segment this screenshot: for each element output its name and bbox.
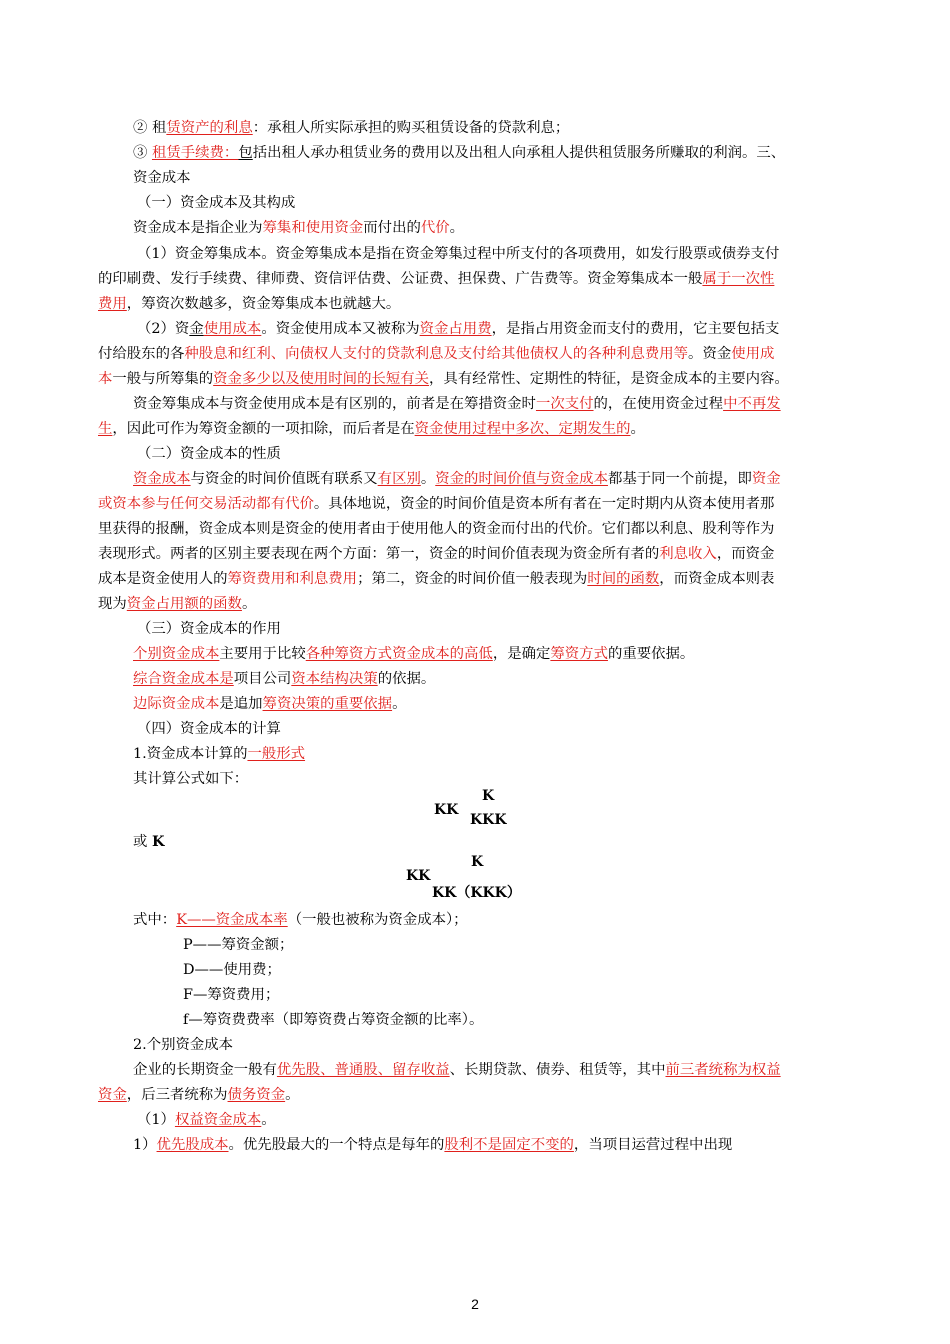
text-span: ，具有经常性、定期性的特征，是资金成本的主要内容。 xyxy=(429,371,789,387)
highlighted-text: 代价 xyxy=(420,220,450,236)
highlighted-text: 各种筹资方式资金成本的高低 xyxy=(305,646,493,662)
text-span: （2）资 xyxy=(137,321,190,337)
highlighted-text: 中不再发 xyxy=(723,396,781,412)
text-span: 。优先股最大的一个特点是每年的 xyxy=(228,1137,445,1153)
text-span: 的，在使用资金过程 xyxy=(593,396,724,412)
text-span: ② 租 xyxy=(133,120,167,136)
text-span: 或 xyxy=(133,834,152,850)
text-span: 金 xyxy=(189,321,204,337)
text-line xyxy=(98,369,789,389)
text-line xyxy=(183,935,293,955)
text-span: （一）资金成本及其构成 xyxy=(137,195,296,211)
highlighted-text: 生 xyxy=(98,421,113,437)
text-span: ，而资金成本则表 xyxy=(659,571,775,587)
text-span: 现为 xyxy=(98,596,127,612)
text-span: 与资金的时间价值既有联系又 xyxy=(190,471,378,487)
highlighted-text: 资金的时间价值与资金成本 xyxy=(435,471,608,487)
text-span: f—筹资费费率（即筹资费占筹资金额的比率）。 xyxy=(183,1012,484,1028)
highlighted-text: 使用成 xyxy=(731,346,775,362)
text-span: 是追加 xyxy=(219,696,263,712)
text-line xyxy=(183,1010,483,1030)
highlighted-text: 时间的函数 xyxy=(587,571,660,587)
text-span: ；第二，资金的时间价值一般表现为 xyxy=(357,571,588,587)
text-span: 。 xyxy=(241,596,257,612)
text-span: （1） xyxy=(137,1112,175,1128)
text-span: 1.资金成本计算的 xyxy=(133,746,248,762)
highlighted-text: 租赁手续费： xyxy=(151,145,239,161)
text-line xyxy=(137,244,779,264)
text-span: 式中： xyxy=(133,912,177,928)
text-line xyxy=(98,1085,300,1105)
highlighted-text: 综合资金成本是 xyxy=(133,671,234,687)
text-span: 。 xyxy=(449,220,465,236)
text-span: 项目公司 xyxy=(233,671,292,687)
highlighted-text: 筹资方式 xyxy=(550,646,608,662)
text-span: 括出租人承办租赁业务的费用以及出租人向承租人提供租赁服务所赚取的利润。三、 xyxy=(252,145,786,161)
highlighted-text: 一次支付 xyxy=(535,396,594,412)
text-line xyxy=(137,444,281,464)
text-line xyxy=(133,744,305,764)
highlighted-text: 或资本参与任何交易活动都有代价 xyxy=(98,496,314,512)
highlighted-text: 费用 xyxy=(98,296,127,312)
text-span: 其计算公式如下： xyxy=(133,771,249,787)
text-line xyxy=(133,832,164,852)
text-span: 成本是资金使用人的 xyxy=(98,571,228,587)
text-line xyxy=(133,118,569,138)
text-span: 的印刷费、发行手续费、律师费、资信评估费、公证费、担保费、广告费等。资金筹集成本一般 xyxy=(98,271,703,287)
highlighted-text: 赁资产的利息 xyxy=(166,120,253,136)
text-line xyxy=(133,168,191,188)
highlighted-text: K——资金成本率 xyxy=(176,912,288,928)
text-span: 里获得的报酬，资金成本则是资金的使用者由于使用他人的资金而付出的代价。它们都以利息、股利等作为 xyxy=(98,521,775,537)
text-line xyxy=(133,669,435,689)
text-span: 主要用于比较 xyxy=(219,646,306,662)
highlighted-text: 优先股成本 xyxy=(156,1137,229,1153)
text-span: 。 xyxy=(285,1087,300,1103)
text-span: 的依据。 xyxy=(377,671,436,687)
text-span: 的重要依据。 xyxy=(607,646,695,662)
highlighted-text: 边际资金成本 xyxy=(133,696,220,712)
formula-symbol: KKK xyxy=(470,812,507,828)
highlighted-text: 种股息和红利、向债权人支付的贷款利息及支付给其他债权人的各种利息费用等 xyxy=(184,346,689,362)
highlighted-text: 个别资金成本 xyxy=(133,646,220,662)
highlighted-text: 本 xyxy=(98,371,113,387)
text-span: 。 xyxy=(392,696,407,712)
highlighted-text: 利息收入 xyxy=(659,546,717,562)
text-span: ：承租人所实际承担的购买租赁设备的贷款利息； xyxy=(252,120,570,136)
highlighted-text: 一般形式 xyxy=(247,746,306,762)
formula-symbol: KK xyxy=(406,868,431,884)
text-line xyxy=(183,960,281,980)
text-span: （三）资金成本的作用 xyxy=(137,621,281,637)
highlighted-text: 资金使用过程中多次、定期发生的 xyxy=(414,421,631,437)
text-span: 包 xyxy=(238,145,253,161)
highlighted-text: 资金占用费 xyxy=(419,321,492,337)
text-span: ，后三者统称为 xyxy=(126,1087,228,1103)
text-span: 资金成本 xyxy=(133,170,191,186)
highlighted-text: 资金多少以及使用时间的长短有关 xyxy=(213,371,430,387)
text-span: 付给股东的各 xyxy=(98,346,185,362)
text-line xyxy=(133,1135,732,1155)
text-span: （二）资金成本的性质 xyxy=(137,446,281,462)
text-line xyxy=(133,694,406,714)
text-span: ，是指占用资金而支付的费用，它主要包括支 xyxy=(491,321,780,337)
text-span: （一般也被称为资金成本）； xyxy=(287,912,468,928)
text-span: 表现形式。两者的区别主要表现在两个方面：第一，资金的时间价值表现为资金所有者的 xyxy=(98,546,660,562)
text-span: ，是确定 xyxy=(492,646,551,662)
text-span: 2.个别资金成本 xyxy=(133,1037,234,1053)
highlighted-text: 资金 xyxy=(98,1087,127,1103)
text-line xyxy=(133,644,694,664)
formula-symbol: KK xyxy=(434,802,459,818)
formula-symbol: K xyxy=(482,788,495,804)
text-span: 一般与所筹集的 xyxy=(112,371,214,387)
text-line xyxy=(137,319,779,339)
text-line xyxy=(133,1035,233,1055)
text-line xyxy=(133,769,248,789)
highlighted-text: 股利不是固定不变的 xyxy=(444,1137,574,1153)
text-line xyxy=(133,218,464,238)
highlighted-text: 优先股、普通股、留存收益 xyxy=(276,1062,450,1078)
text-span: 、长期贷款、债券、租赁等，其中 xyxy=(449,1062,666,1078)
text-span: K xyxy=(151,833,165,850)
text-span: F—筹资费用； xyxy=(183,987,280,1003)
text-span: ，而资金 xyxy=(716,546,775,562)
text-line xyxy=(137,1110,276,1130)
highlighted-text: 资金 xyxy=(751,471,781,487)
text-line xyxy=(133,910,468,930)
highlighted-text: 属于一次性 xyxy=(702,271,775,287)
text-span: 。 xyxy=(420,471,436,487)
text-line xyxy=(98,269,774,289)
highlighted-text: 筹资费用和利息费用 xyxy=(227,571,358,587)
text-span: 企业的长期资金一般有 xyxy=(133,1062,277,1078)
text-span: ③ xyxy=(133,145,152,161)
text-span: 资金成本是指企业为 xyxy=(133,220,263,236)
highlighted-text: 权益资金成本 xyxy=(174,1112,262,1128)
text-span: 1） xyxy=(133,1137,157,1153)
highlighted-text: 资金占用额的函数 xyxy=(126,596,242,612)
text-span: ，因此可作为筹资金额的一项扣除，而后者是在 xyxy=(112,421,415,437)
text-span: P——筹资金额； xyxy=(183,937,294,953)
text-span: 。资金 xyxy=(688,346,732,362)
highlighted-text: 前三者统称为权益 xyxy=(665,1062,781,1078)
highlighted-text: 筹集和使用资金 xyxy=(262,220,364,236)
highlighted-text: 资本结构决策 xyxy=(291,671,378,687)
text-span: ，当项目运营过程中出现 xyxy=(573,1137,733,1153)
highlighted-text: 资金成本 xyxy=(133,471,191,487)
text-line xyxy=(133,1060,781,1080)
text-line xyxy=(183,985,279,1005)
text-span: ，筹资次数越多，资金筹集成本也就越大。 xyxy=(126,296,401,312)
text-span: D——使用费； xyxy=(183,962,281,978)
text-span: 。具体地说，资金的时间价值是资本所有者在一定时期内从资本使用者那 xyxy=(313,496,775,512)
text-line xyxy=(137,619,281,639)
text-line xyxy=(98,594,256,614)
text-span: （1）资金筹集成本。资金筹集成本是指在资金筹集过程中所支付的各项费用，如发行股票或债券支付 xyxy=(137,246,780,262)
text-line xyxy=(98,344,774,364)
text-span: 。资金使用成本又被称为 xyxy=(261,321,420,337)
text-line xyxy=(133,143,785,163)
text-line xyxy=(98,494,774,514)
text-line xyxy=(98,544,774,564)
text-line xyxy=(137,193,295,213)
text-line xyxy=(98,569,774,589)
text-span: 资金筹集成本与资金使用成本是有区别的，前者是在筹措资金时 xyxy=(133,396,536,412)
text-span: 都基于同一个前提，即 xyxy=(607,471,752,487)
text-span: 。 xyxy=(261,1112,276,1128)
text-line xyxy=(98,294,400,314)
highlighted-text: 债务资金 xyxy=(227,1087,286,1103)
text-span: （四）资金成本的计算 xyxy=(137,721,281,737)
text-span: 。 xyxy=(630,421,645,437)
highlighted-text: 筹资决策的重要依据 xyxy=(262,696,393,712)
formula-symbol: K xyxy=(471,854,484,870)
highlighted-text: 使用成本 xyxy=(203,321,262,337)
text-line xyxy=(133,394,781,414)
page-number: 2 xyxy=(471,1296,479,1312)
highlighted-text: 有区别 xyxy=(377,471,421,487)
text-span: 而付出的 xyxy=(363,220,421,236)
text-line xyxy=(98,519,774,539)
text-line xyxy=(98,419,645,439)
text-line xyxy=(133,469,781,489)
text-line xyxy=(137,719,281,739)
formula-symbol: KK（KKK） xyxy=(432,885,521,901)
